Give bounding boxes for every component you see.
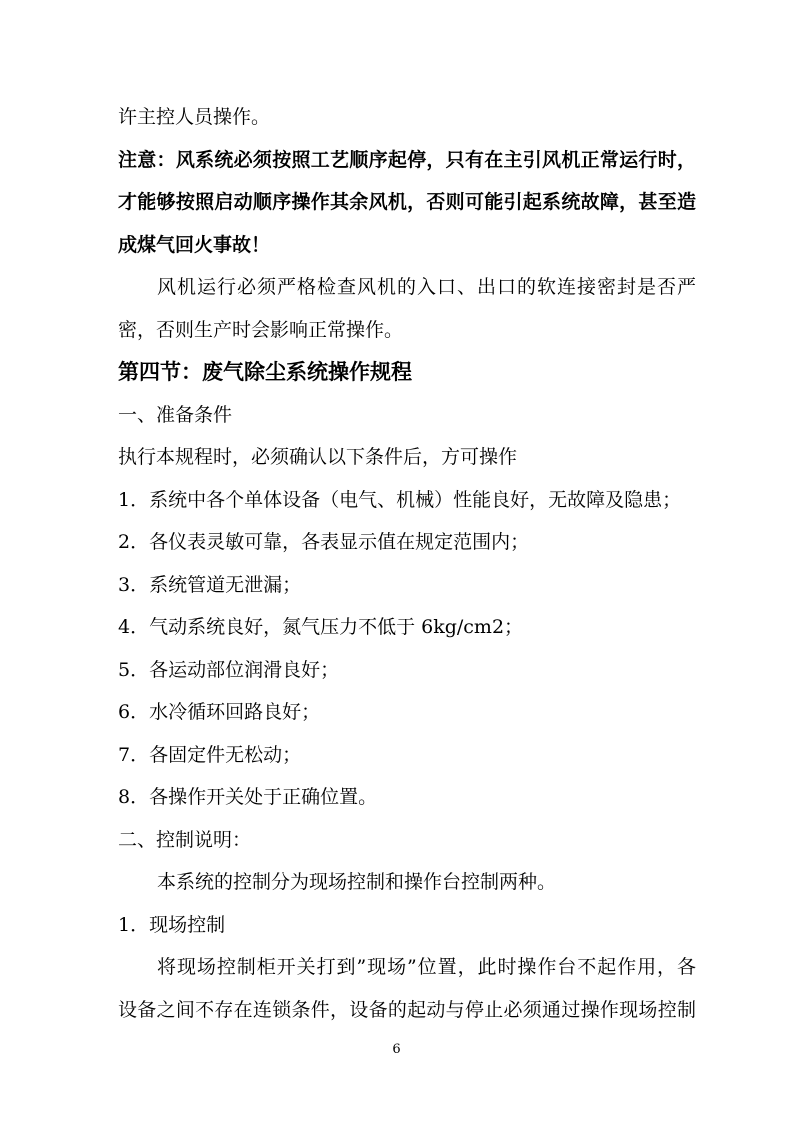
paragraph-line: 风机运行必须严格检查风机的入口、出口的软连接密封是否严: [157, 276, 696, 298]
condition-item: 8．各操作开关处于正确位置。: [118, 786, 378, 808]
warning-line: 成煤气回火事故！: [118, 233, 271, 256]
condition-item: 3．系统管道无泄漏；: [118, 573, 302, 596]
paragraph-line: 设备之间不存在连锁条件，设备的起动与停止必须通过操作现场控制: [118, 998, 696, 1021]
paragraph-line: 密，否则生产时会影响正常操作。: [118, 318, 404, 341]
condition-item: 7．各固定件无松动；: [118, 743, 302, 766]
paragraph-line: 执行本规程时，必须确认以下条件后，方可操作: [118, 446, 518, 468]
warning-line: 才能够按照启动顺序操作其余风机，否则可能引起系统故障，甚至造: [118, 191, 696, 213]
condition-item: 4．气动系统良好，氮气压力不低于 6kg/cm2；: [118, 616, 524, 638]
condition-item: 1．系统中各个单体设备（电气、机械）性能良好，无故障及隐患；: [118, 488, 682, 511]
condition-item: 6．水冷循环回路良好；: [118, 701, 321, 723]
paragraph-line: 将现场控制柜开关打到”现场”位置，此时操作台不起作用，各: [157, 956, 696, 978]
page-number: 6: [392, 1042, 401, 1057]
paragraph-line: 许主控人员操作。: [118, 106, 271, 128]
condition-item: 2．各仪表灵敏可靠，各表显示值在规定范围内；: [118, 531, 530, 553]
condition-item: 5．各运动部位润滑良好；: [118, 658, 340, 681]
section-title: 第四节：废气除尘系统操作规程: [118, 359, 412, 384]
subsection-title: 二、控制说明：: [118, 828, 252, 851]
paragraph-line: 本系统的控制分为现场控制和操作台控制两种。: [157, 871, 557, 893]
warning-line: 注意：风系统必须按照工艺顺序起停，只有在主引风机正常运行时，: [118, 148, 696, 171]
item-title: 1．现场控制: [118, 913, 226, 936]
document-page-body: [118, 96, 696, 1031]
subsection-title: 一、准备条件: [118, 403, 233, 426]
